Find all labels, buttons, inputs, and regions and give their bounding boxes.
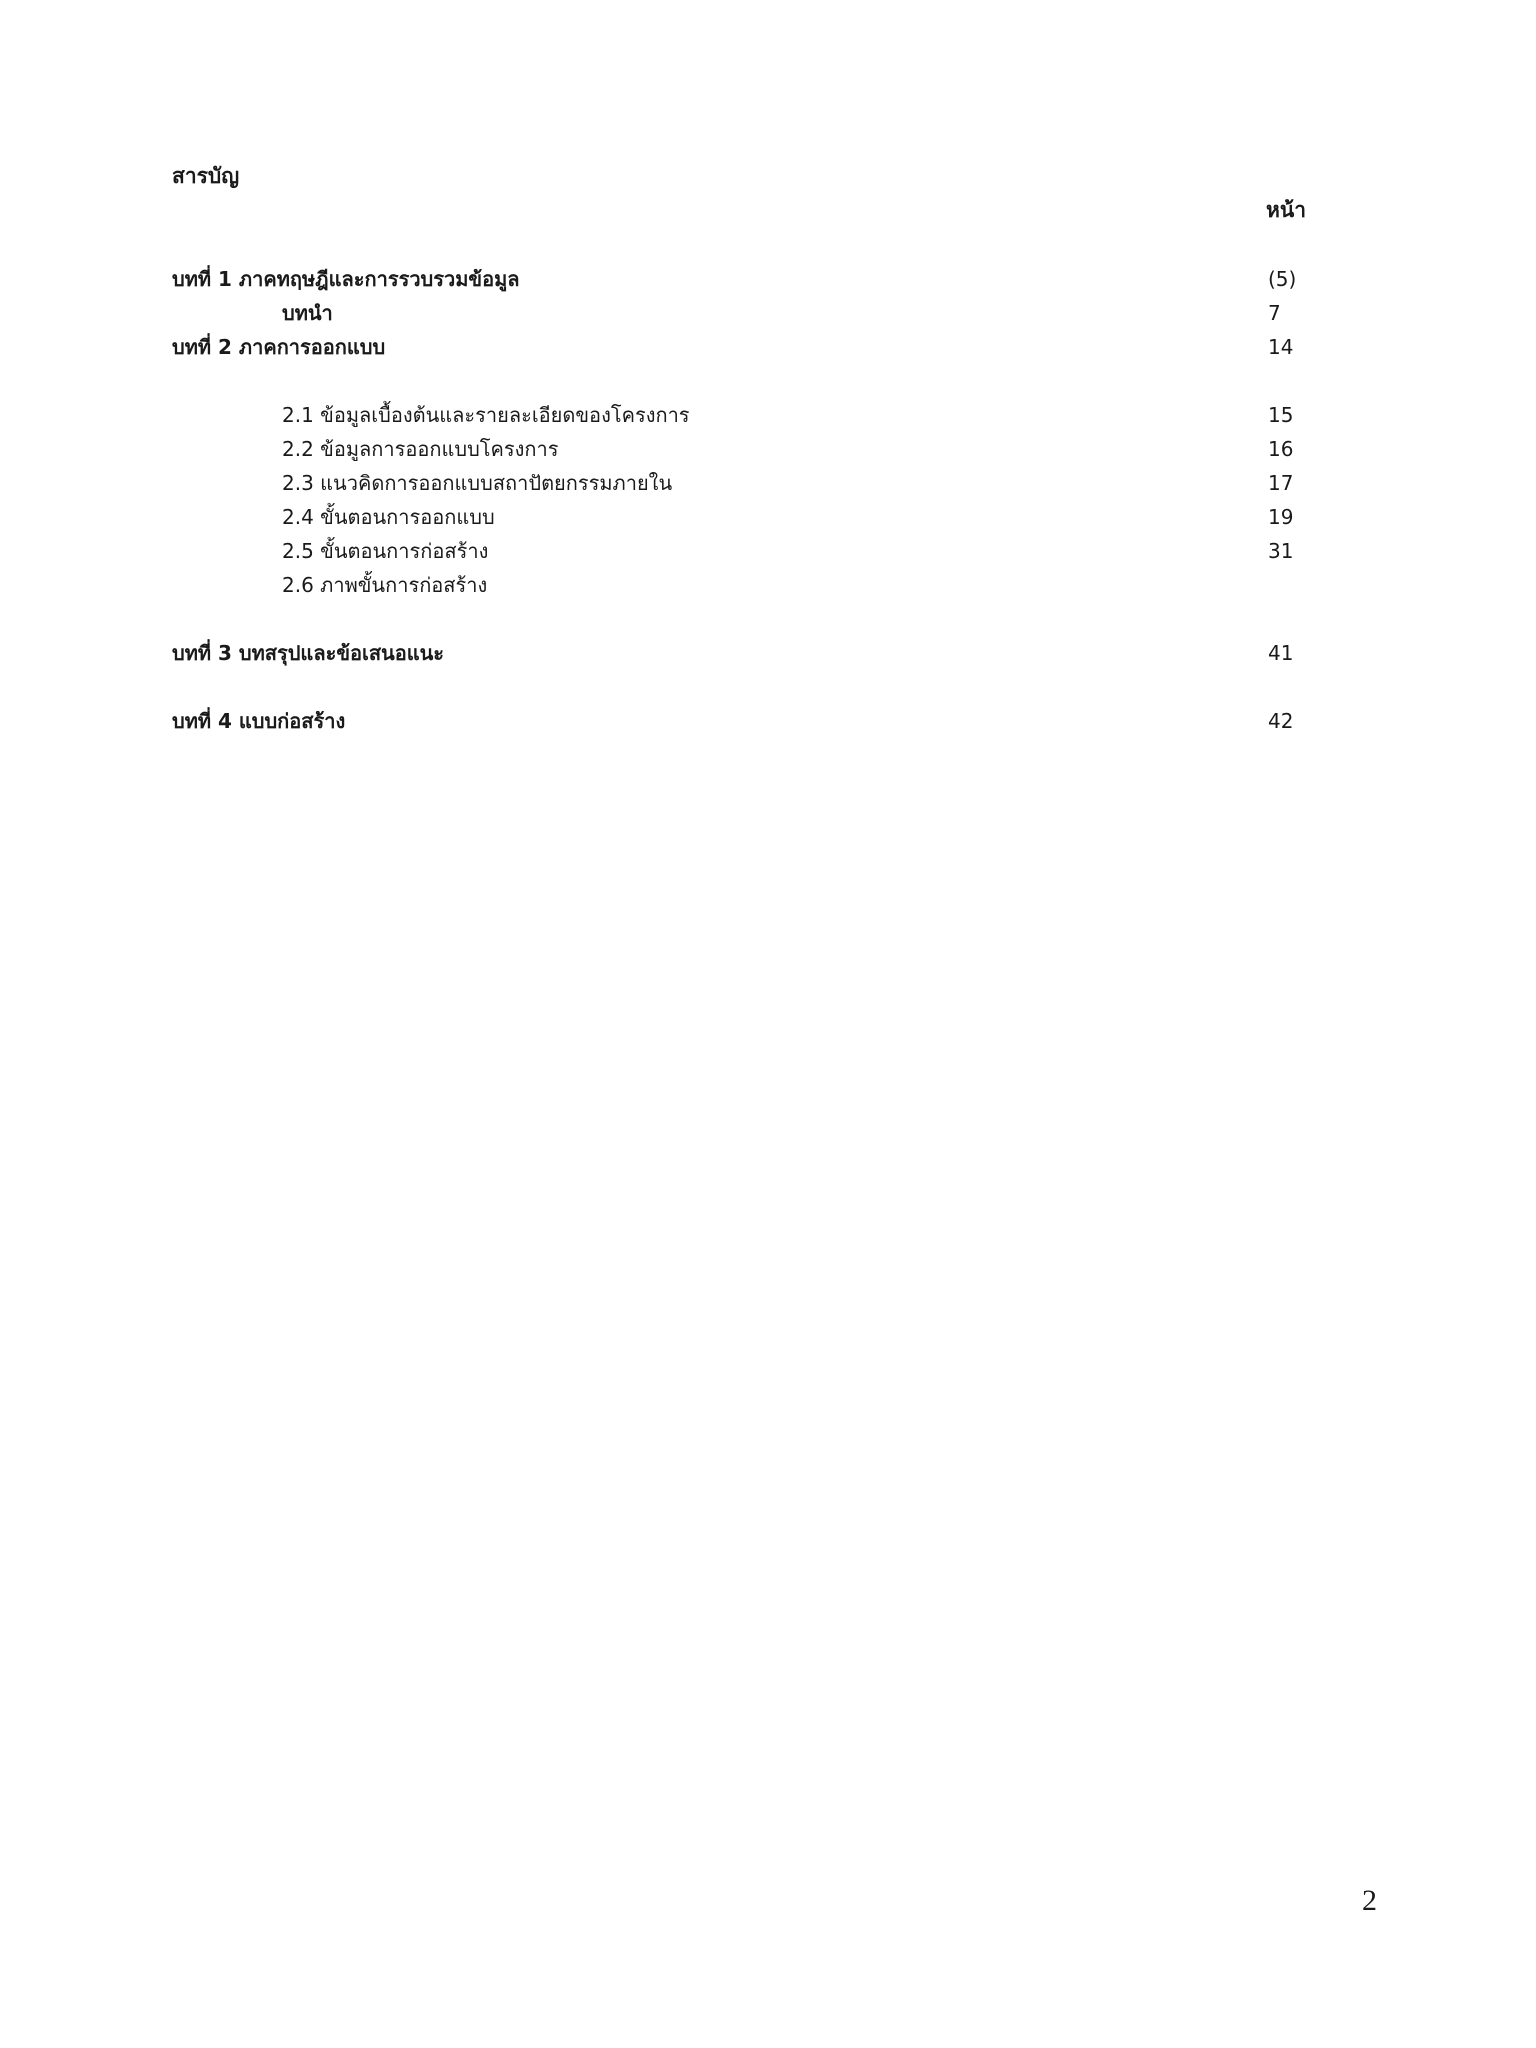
toc-entry-introduction [0,296,1536,330]
page-number: 2 [1362,1884,1377,1917]
toc-entry-page: 17 [1268,471,1294,495]
toc-entry-chapter-3 [0,636,1536,670]
toc-entry-page: 14 [1268,335,1294,359]
toc-title: สารบัญ [172,164,240,188]
toc-entry-section-2-4 [0,500,1536,534]
toc-entry-chapter-2 [0,330,1536,364]
toc-entry-label: 2.1 ข้อมูลเบื้องต้นและรายละเอียดของโครงการ [282,403,690,427]
toc-entry-page: (5) [1268,267,1297,291]
page-column-header: หน้า [1266,198,1306,222]
toc-entry-chapter-4 [0,704,1536,738]
toc-entry-section-2-6 [0,568,1536,602]
toc-entry-label: บทที่ 2 ภาคการออกแบบ [172,335,386,359]
toc-entry-label: 2.2 ข้อมูลการออกแบบโครงการ [282,437,559,461]
toc-entry-page: 19 [1268,505,1294,529]
toc-entry-label: บทที่ 3 บทสรุปและข้อเสนอแนะ [172,641,445,665]
toc-entry-label: บทนำ [282,301,333,325]
toc-entry-label: บทที่ 1 ภาคทฤษฎีและการรวบรวมข้อมูล [172,267,520,291]
toc-entry-section-2-5 [0,534,1536,568]
toc-entry-page: 31 [1268,539,1294,563]
toc-entry-label: 2.5 ขั้นตอนการก่อสร้าง [282,539,489,563]
toc-entry-label: 2.6 ภาพขั้นการก่อสร้าง [282,573,488,597]
toc-entry-page: 41 [1268,641,1294,665]
toc-entry-page: 15 [1268,403,1294,427]
toc-entry-label: บทที่ 4 แบบก่อสร้าง [172,709,346,733]
toc-entry-page: 42 [1268,709,1294,733]
toc-entry-section-2-3 [0,466,1536,500]
toc-entry-label: 2.3 แนวคิดการออกแบบสถาปัตยกรรมภายใน [282,471,673,495]
toc-entry-section-2-2 [0,432,1536,466]
toc-entry-page: 16 [1268,437,1294,461]
toc-entry-page: 7 [1268,301,1281,325]
toc-entry-chapter-1 [0,262,1536,296]
toc-entry-section-2-1 [0,398,1536,432]
toc-entry-label: 2.4 ขั้นตอนการออกแบบ [282,505,495,529]
